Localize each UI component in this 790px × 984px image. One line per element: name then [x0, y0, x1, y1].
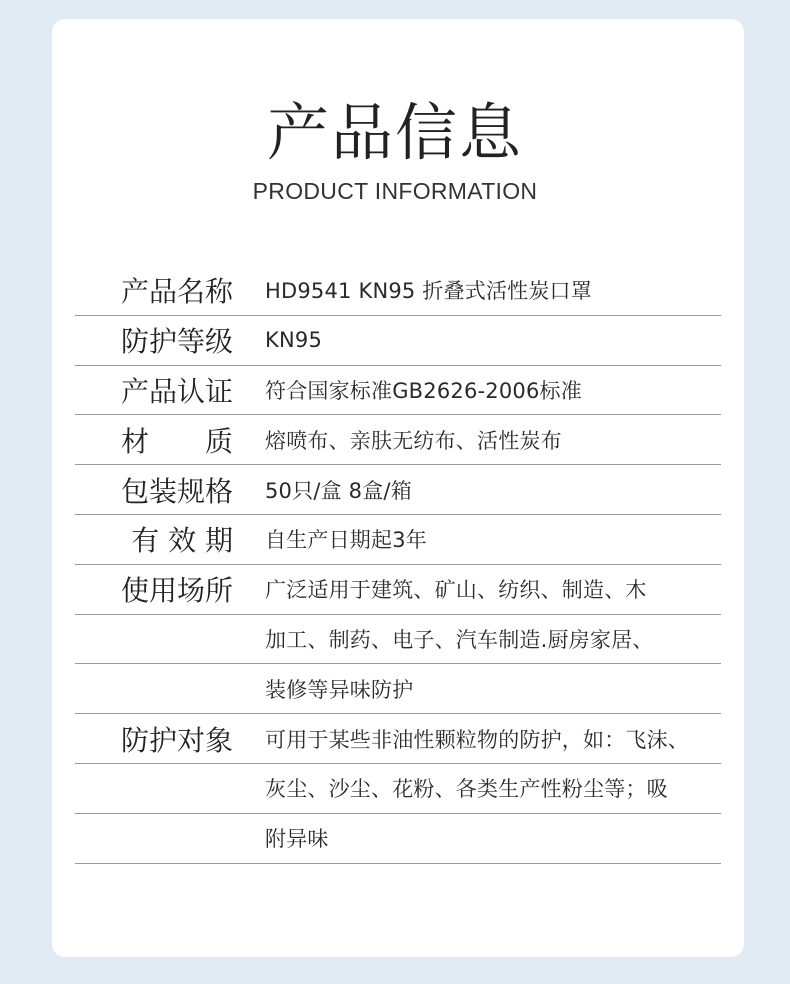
table-row-protection-target-3 [75, 814, 721, 864]
table-row-usage-2 [75, 615, 721, 665]
row-value: KN95 [265, 328, 323, 353]
table-row-protection-target-1 [75, 714, 721, 764]
table-row-usage-3 [75, 664, 721, 714]
product-info-table [75, 266, 721, 864]
page-title: 产品信息 [266, 96, 523, 169]
row-label [75, 814, 233, 863]
row-label: 产品认证 [120, 374, 233, 408]
row-value: 附异味 [265, 827, 329, 852]
page-subtitle: PRODUCT INFORMATION [252, 178, 538, 204]
table-row-shelf-life [75, 515, 721, 565]
row-label: 防护对象 [120, 723, 233, 757]
row-label: 材 质 [120, 424, 233, 458]
table-row-protection-target-2 [75, 764, 721, 814]
row-value: 广泛适用于建筑、矿山、纺织、制造、木 [265, 578, 647, 603]
row-label [75, 664, 233, 713]
table-row-packaging [75, 465, 721, 515]
row-value: 符合国家标准GB2626-2006标准 [265, 378, 582, 403]
row-label [75, 615, 233, 664]
row-value: 熔喷布、亲肤无纺布、活性炭布 [265, 428, 562, 453]
row-label: 包装规格 [120, 474, 233, 508]
row-value: 灰尘、沙尘、花粉、各类生产性粉尘等；吸 [265, 777, 668, 802]
table-row-protection-level [75, 316, 721, 366]
row-value: 加工、制药、电子、汽车制造.厨房家居、 [265, 627, 654, 652]
row-label: 使用场所 [120, 574, 233, 608]
table-row-product-name [75, 266, 721, 316]
row-label: 防护等级 [120, 325, 233, 359]
row-label [75, 764, 233, 813]
row-label: 有 效 期 [131, 524, 233, 558]
row-value: 自生产日期起3年 [265, 528, 427, 553]
row-label: 产品名称 [120, 275, 233, 309]
row-value: HD9541 KN95 折叠式活性炭口罩 [265, 279, 592, 304]
table-row-usage-1 [75, 565, 721, 615]
row-value: 可用于某些非油性颗粒物的防护，如：飞沫、 [265, 727, 689, 752]
row-value: 50只/盒 8盒/箱 [265, 478, 412, 503]
table-row-material [75, 415, 721, 465]
table-row-certification [75, 366, 721, 416]
row-value: 装修等异味防护 [265, 677, 414, 702]
